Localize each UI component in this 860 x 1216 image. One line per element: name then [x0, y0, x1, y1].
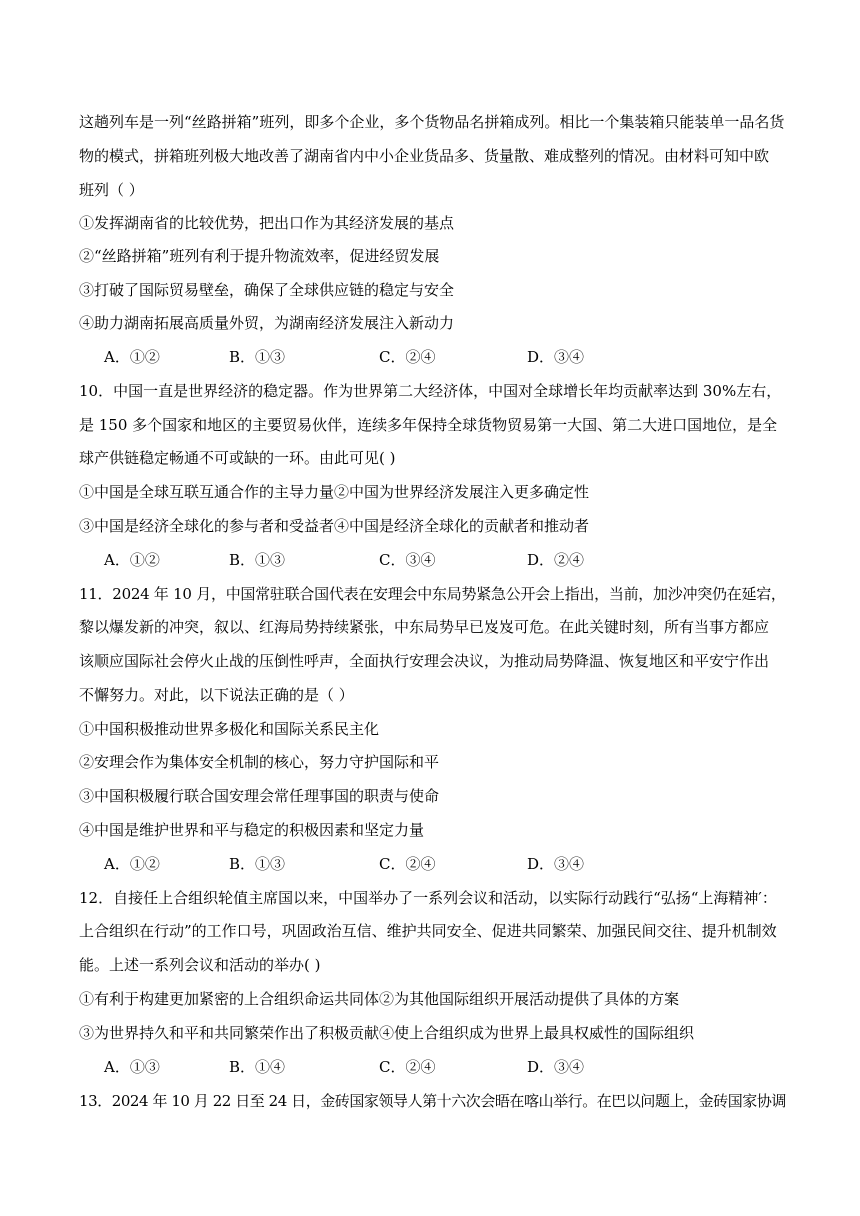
option-d: D．③④: [527, 348, 585, 366]
statement-item: ②“丝路拼箱”班列有利于提升物流效率，促进经贸发展: [79, 247, 440, 265]
question-10-stem-line: 是 150 多个国家和地区的主要贸易伙伴，连续多年保持全球货物贸易第一大国、第二大进口国地位，是全: [79, 416, 778, 434]
statement-item: ④中国是维护世界和平与稳定的积极因素和坚定力量: [79, 821, 425, 839]
statement-item: ①中国积极推动世界多极化和国际关系民主化: [79, 720, 380, 738]
question-11-stem-line: 该顺应国际社会停火止战的压倒性呼声，全面执行安理会决议，为推动局势降温、恢复地区和平安宁作出: [79, 652, 770, 670]
option-b: B．①③: [229, 551, 286, 569]
question-stem-line: 班列（ ）: [79, 181, 144, 199]
statement-item: ③打破了国际贸易壁垒，确保了全球供应链的稳定与安全: [79, 281, 455, 299]
statement-item: ①中国是全球互联互通合作的主导力量②中国为世界经济发展注入更多确定性: [79, 483, 590, 501]
statement-item: ①有利于构建更加紧密的上合组织命运共同体②为其他国际组织开展活动提供了具体的方案: [79, 990, 680, 1008]
option-d: D．②④: [527, 551, 585, 569]
question-stem-line: 物的模式，拼箱班列极大地改善了湖南省内中小企业货品多、货量散、难成整列的情况。由材料可知中欧: [79, 147, 770, 165]
question-10-stem-line: 10．中国一直是世界经济的稳定器。作为世界第二大经济体，中国对全球增长年均贡献率达到 30%左右，: [79, 382, 782, 400]
option-b: B．①③: [229, 855, 286, 873]
question-13-stem-line: 13．2024 年 10 月 22 日至 24 日，金砖国家领导人第十六次会晤在喀山举行。在巴以问题上，金砖国家协调: [79, 1092, 786, 1110]
statement-item: ④助力湖南拓展高质量外贸，为湖南经济发展注入新动力: [79, 314, 455, 332]
statement-item: ①发挥湖南省的比较优势，把出口作为其经济发展的基点: [79, 214, 455, 232]
option-b: B．①③: [229, 348, 286, 366]
question-11-stem-line: 不懈努力。对此，以下说法正确的是（ ）: [79, 686, 354, 704]
option-a: A．①③: [104, 1058, 160, 1076]
option-c: C．②④: [379, 855, 436, 873]
option-a: A．①②: [104, 855, 160, 873]
statement-item: ③为世界持久和平和共同繁荣作出了积极贡献④使上合组织成为世界上最具权威性的国际组织: [79, 1024, 695, 1042]
question-stem-line: 这趟列车是一列“丝路拼箱”班列，即多个企业，多个货物品名拼箱成列。相比一个集装箱只能装单一品名货: [79, 113, 785, 131]
option-c: C．②④: [379, 348, 436, 366]
statement-item: ③中国是经济全球化的参与者和受益者④中国是经济全球化的贡献者和推动者: [79, 517, 590, 535]
statement-item: ②安理会作为集体安全机制的核心，努力守护国际和平: [79, 753, 440, 771]
question-12-stem-line: 12．自接任上合组织轮值主席国以来，中国举办了一系列会议和活动，以实际行动践行“弘扬“上海精神′：: [79, 889, 777, 907]
question-11-stem-line: 黎以爆发新的冲突，叙以、红海局势持续紧张，中东局势早已岌岌可危。在此关键时刻，所有当事方都应: [79, 618, 770, 636]
question-12-stem-line: 上合组织在行动”的工作口号，巩固政治互信、维护共同安全、促进共同繁荣、加强民间交往、提升机制效: [79, 922, 777, 940]
option-d: D．③④: [527, 855, 585, 873]
question-12-stem-line: 能。上述一系列会议和活动的举办( ): [79, 956, 321, 974]
option-d: D．③④: [527, 1058, 585, 1076]
statement-item: ③中国积极履行联合国安理会常任理事国的职责与使命: [79, 787, 440, 805]
question-10-stem-line: 球产供链稳定畅通不可或缺的一环。由此可见( ): [79, 449, 396, 467]
option-b: B．①④: [229, 1058, 286, 1076]
option-a: A．①②: [104, 348, 160, 366]
question-11-stem-line: 11．2024 年 10 月，中国常驻联合国代表在安理会中东局势紧急公开会上指出，当前，加沙冲突仍在延宕，: [79, 585, 786, 603]
option-c: C．③④: [379, 551, 436, 569]
option-a: A．①②: [104, 551, 160, 569]
option-c: C．②④: [379, 1058, 436, 1076]
